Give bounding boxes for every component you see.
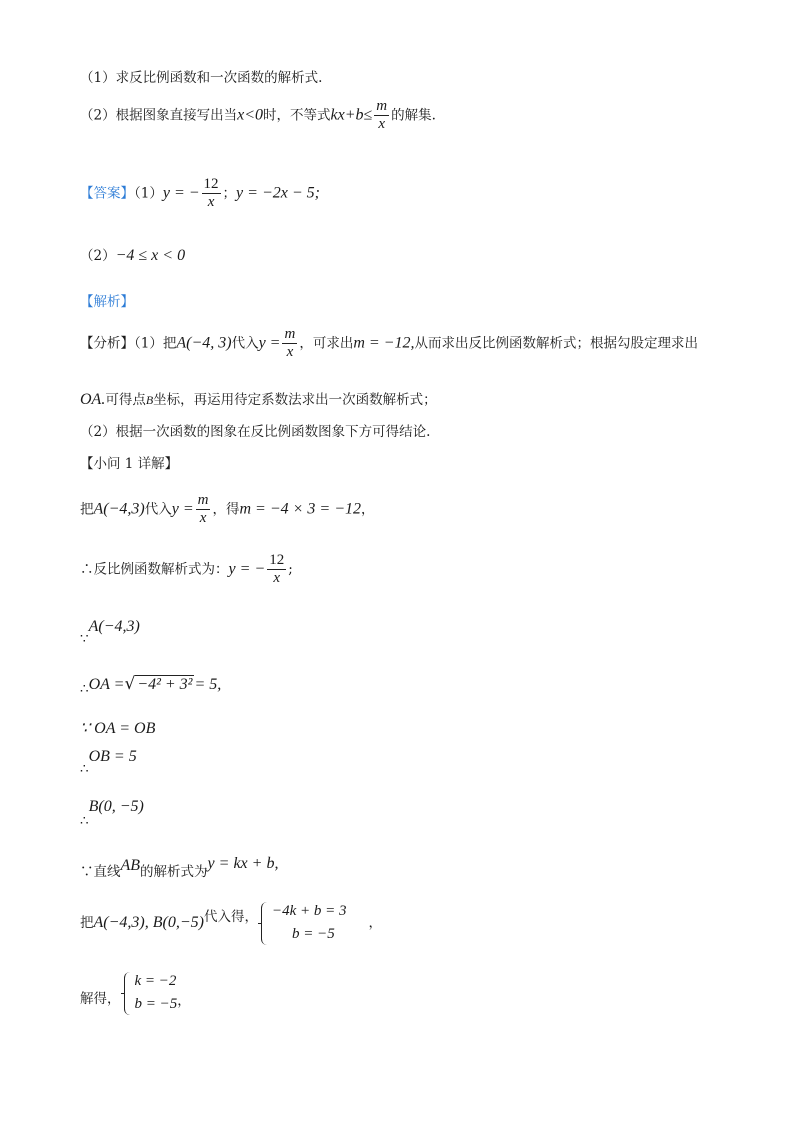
s10-eq1: k = −2 — [134, 973, 177, 989]
ans1-eq-left: y = − — [162, 184, 200, 202]
s2-fraction — [267, 552, 286, 588]
fenxi-label: 【分析】 — [80, 335, 134, 352]
s9-points: A(−4,3), B(0,−5) — [93, 913, 204, 931]
s9-eq2: b = −5 — [291, 926, 335, 943]
fenxi2-oa: OA. — [80, 391, 106, 408]
ans1-eq2: y = −2x − 5; — [236, 184, 320, 202]
s4-oa: OA = — [88, 676, 125, 693]
ans2-expr: −4 ≤ x < 0 — [115, 247, 186, 264]
step-7 — [80, 798, 144, 829]
q2-middle: 时，不等式 — [263, 107, 331, 124]
fenxi2-text-a: 可得点 — [105, 392, 146, 408]
fenxi-point: A(−4, 3) — [176, 334, 232, 352]
s1-frac-den: x — [199, 510, 207, 527]
therefore-symbol: ∴ — [80, 681, 89, 697]
s8-prefix: ∵直线 — [80, 864, 121, 880]
fenxi-line-2 — [80, 388, 437, 409]
ans1-sep: ； — [222, 185, 237, 202]
s1-fraction — [196, 492, 211, 528]
fenxi-eq-left: y = — [258, 334, 281, 352]
q2-frac-num: m — [374, 98, 389, 116]
s1-get: ，得 — [212, 501, 240, 518]
fenxi-line-3: （2）根据一次函数的图象在反比例函数图象下方可得结论. — [80, 424, 431, 440]
ans1-fraction — [202, 176, 221, 212]
step-9 — [80, 900, 382, 947]
subquestion-1-title: 【小问 1 详解】 — [80, 456, 179, 472]
s8-middle: 的解析式为 — [140, 864, 208, 880]
s4-radicand: −4² + 3² — [137, 676, 193, 693]
step-6 — [80, 748, 137, 777]
s6-expr: OB = 5 — [88, 748, 137, 765]
s1-end: ， — [361, 501, 375, 518]
fenxi-m-value: m = −12, — [353, 334, 415, 352]
s1-frac-num: m — [196, 492, 211, 510]
answer-tag: 【答案】 — [80, 185, 134, 202]
s2-prefix: ∴反比例函数解析式为： — [80, 561, 229, 578]
step-2 — [80, 552, 293, 588]
step-4 — [80, 674, 222, 697]
q2-prefix: （2）根据图象直接写出当 — [80, 107, 238, 124]
q2-condition: x<0 — [237, 106, 263, 124]
step-5: ∵ OA = OB — [80, 720, 156, 737]
s1-eq-left: y = — [171, 500, 194, 518]
s7-expr: B(0, −5) — [88, 798, 144, 815]
s10-prefix: 解得， — [80, 990, 121, 1007]
s1-point: A(−4,3) — [93, 500, 145, 518]
ans2-prefix: （2） — [80, 248, 116, 264]
s2-eq-left: y = − — [228, 560, 266, 578]
s10-solution-system — [121, 970, 178, 1017]
fenxi-fraction — [282, 326, 297, 362]
q2-suffix: 的解集. — [391, 107, 436, 124]
step-10 — [80, 970, 191, 1017]
s2-end: ; — [288, 561, 293, 578]
ans1-frac-num: 12 — [202, 176, 221, 194]
answer-line-2 — [80, 244, 185, 265]
s9-end: ， — [368, 914, 382, 931]
q2-frac-den: x — [378, 116, 386, 133]
step-8 — [80, 852, 279, 880]
sqrt-sign: √ −4² + 3² — [124, 674, 193, 694]
fenxi-text-4: 从而求出反比例函数解析式；根据勾股定理求出 — [414, 335, 698, 352]
fenxi2-b: B — [145, 393, 154, 407]
q2-fraction — [374, 98, 389, 134]
step-1 — [80, 492, 375, 528]
fenxi-text-1: （1）把 — [134, 335, 177, 352]
question-1: （1）求反比例函数和一次函数的解析式. — [80, 70, 323, 86]
fenxi-text-3: ，可求出 — [299, 335, 354, 352]
s8-eq: y = kx + b, — [207, 855, 279, 872]
step-3 — [80, 618, 140, 647]
q2-inequality: kx+b≤ — [330, 106, 373, 124]
therefore-symbol: ∴ — [80, 813, 89, 829]
fenxi-frac-num: m — [282, 326, 297, 344]
s3-expr: A(−4,3) — [88, 618, 140, 635]
analysis-tag: 【解析】 — [80, 294, 134, 310]
s1-prefix: 把 — [80, 501, 94, 518]
fenxi-line-1 — [80, 326, 698, 362]
s9-equation-system — [258, 900, 347, 947]
because-symbol: ∵ — [80, 631, 89, 647]
ans1-frac-den: x — [207, 194, 215, 211]
s8-ab: AB — [120, 857, 141, 874]
s1-middle: 代入 — [144, 501, 172, 518]
answer-line-1 — [80, 176, 320, 212]
ans1-prefix: （1） — [134, 185, 163, 202]
s9-middle: 代入得， — [203, 908, 258, 925]
s1-calc: m = −4 × 3 = −12 — [239, 500, 362, 518]
therefore-symbol: ∴ — [80, 761, 89, 777]
fenxi2-text-b: 坐标，再运用待定系数法求出一次函数解析式； — [153, 392, 437, 408]
s2-frac-num: 12 — [267, 552, 286, 570]
s10-eq2: b = −5 — [134, 996, 178, 1013]
s4-result: = 5, — [194, 676, 222, 693]
s9-prefix: 把 — [80, 914, 94, 931]
fenxi-text-2: 代入 — [231, 335, 259, 352]
fenxi-frac-den: x — [286, 344, 294, 361]
s10-end: ， — [177, 992, 191, 1009]
s9-eq1: −4k + b = 3 — [271, 903, 347, 919]
question-2 — [80, 98, 436, 134]
s2-frac-den: x — [273, 570, 281, 587]
